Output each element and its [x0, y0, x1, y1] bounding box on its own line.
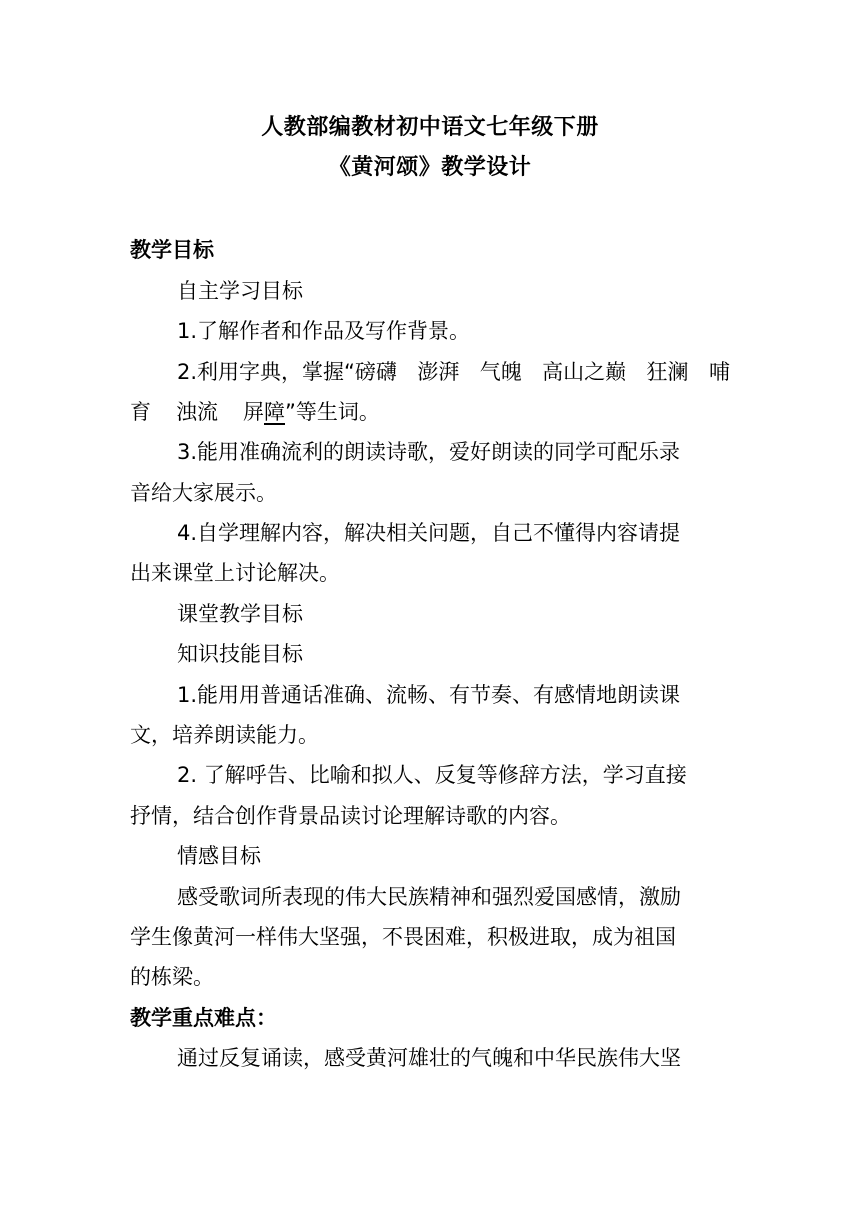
goal-item-2-text-d: 高山之巅: [542, 360, 627, 384]
goal-item-4-line1: 4.自学理解内容，解决相关问题，自己不懂得内容请提: [177, 521, 681, 545]
goal-item-2-text-underlined: 障: [264, 400, 285, 424]
goal-item-2-text-b: 澎湃: [417, 360, 460, 384]
goal-item-2-line1: [177, 357, 730, 387]
goal-item-2-text-i: 屏: [243, 400, 264, 424]
skill-item-1-line1: 1.能用用普通话准确、流畅、有节奏、有感情地朗读课: [177, 683, 681, 707]
key-difficulties-line1: 通过反复诵读，感受黄河雄壮的气魄和中华民族伟大坚: [177, 1046, 681, 1070]
skill-item-2-line2: 抒情，结合创作背景品读讨论理解诗歌的内容。: [130, 804, 571, 828]
emotion-goal-line3: 的栋梁。: [130, 965, 214, 989]
subheading-class-goals: 课堂教学目标: [177, 602, 303, 626]
document-title-line2: 《黄河颂》教学设计: [328, 155, 532, 180]
skill-item-2-line1: 2. 了解呼告、比喻和拟人、反复等修辞方法，学习直接: [177, 763, 687, 787]
skill-item-1-line2: 文，培养朗读能力。: [130, 723, 319, 747]
goal-item-2-text-c: 气魄: [479, 360, 522, 384]
goal-item-2-text-f: 哺: [708, 360, 730, 384]
goal-item-2-line2: [130, 397, 380, 427]
section-heading-key-difficulties: 教学重点难点：: [130, 1006, 277, 1030]
goal-item-3-line1: 3.能用准确流利的朗读诗歌，爱好朗读的同学可配乐录: [177, 440, 681, 464]
emotion-goal-line2: 学生像黄河一样伟大坚强，不畏困难，积极进取，成为祖国: [130, 925, 676, 949]
goal-item-4-line2: 出来课堂上讨论解决。: [130, 561, 340, 585]
emotion-goal-line1: 感受歌词所表现的伟大民族精神和强烈爱国感情，激励: [177, 885, 681, 909]
document-title-line1: 人教部编教材初中语文七年级下册: [261, 115, 599, 140]
subheading-self-study-goals: 自主学习目标: [177, 279, 303, 303]
goal-item-2-text-a: 2.利用字典，掌握“磅礴: [177, 360, 397, 384]
goal-item-2-text-j: ”等生词。: [285, 400, 380, 424]
section-heading-teaching-goals: 教学目标: [130, 238, 214, 262]
subheading-emotion-goals: 情感目标: [177, 844, 261, 868]
goal-item-2-text-g: 育: [130, 400, 151, 424]
goal-item-2-text-h: 浊流: [176, 400, 218, 424]
goal-item-3-line2: 音给大家展示。: [130, 481, 277, 505]
subheading-skill-goals: 知识技能目标: [177, 642, 303, 666]
goal-item-1: 1.了解作者和作品及写作背景。: [177, 319, 471, 343]
goal-item-2-text-e: 狂澜: [646, 360, 689, 384]
